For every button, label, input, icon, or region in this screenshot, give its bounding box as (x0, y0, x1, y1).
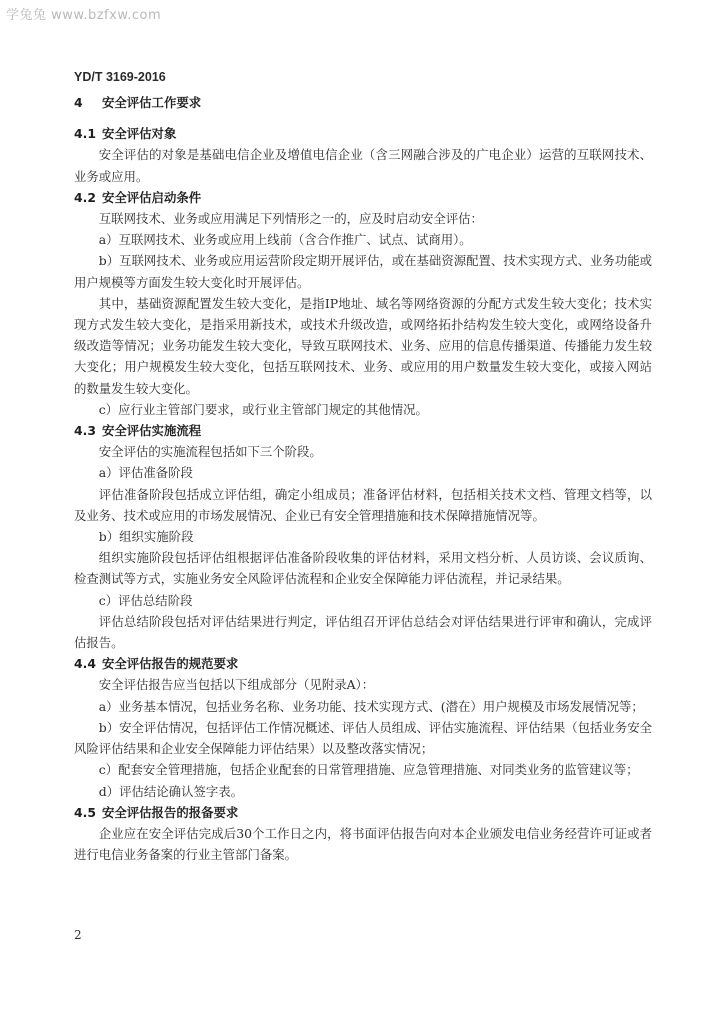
section-heading-4-2 (74, 187, 652, 208)
paragraph: 组织实施阶段包括评估组根据评估准备阶段收集的评估材料，采用文档分析、人员访谈、会议质询、检查测试等方式，实施业务安全风险评估流程和企业安全保障能力评估流程，并记录结果。 (74, 550, 652, 587)
section-heading-4 (74, 92, 652, 113)
list-item: a）评估准备阶段 (98, 465, 193, 481)
list-item: a）互联网技术、业务或应用上线前（含合作推广、试点、试商用）。 (98, 232, 472, 248)
paragraph: 评估总结阶段包括对评估结果进行判定，评估组召开评估总结会对评估结果进行评审和确认，完成评估报告。 (74, 613, 652, 651)
paragraph: 安全评估的对象是基础电信企业及增值电信企业（含三网融合涉及的广电企业）运营的互联网技术、业务或应用。 (74, 147, 652, 184)
section-number: 4.1 (74, 126, 96, 142)
section-title: 安全评估启动条件 (102, 189, 202, 205)
section-number: 4 (74, 95, 83, 110)
paragraph: 其中，基础资源配置发生较大变化，是指IP地址、域名等网络资源的分配方式发生较大变化；技术实现方式发生较大变化，是指采用新技术，或技术升级改造，或网络拓扑结构发生较大变化，或网络设备升级改造等情况；业务功能发生较大变化，导致互联网技术、业务、应用的信息传播渠道、传播能力发生较大变化；用户规模发生较大变化，包括互联网技术、业务、或应用的用户数量发生较大变化，或接入网站的数量发生较大变化。 (74, 295, 652, 396)
paragraph: 评估准备阶段包括成立评估组，确定小组成员；准备评估材料，包括相关技术文档、管理文档等，以及业务、技术或应用的市场发展情况、企业已有安全管理措施和技术保障措施情况等。 (74, 486, 652, 523)
section-heading-4-5 (74, 802, 652, 823)
list-item: a）业务基本情况，包括业务名称、业务功能、技术实现方式、(潜在）用户规模及市场发展情况等； (98, 698, 644, 714)
paragraph: 安全评估的实施流程包括如下三个阶段。 (98, 444, 322, 460)
section-heading-4-3 (74, 420, 652, 441)
section-title: 安全评估工作要求 (102, 95, 202, 110)
document-body (74, 92, 652, 865)
paragraph: 互联网技术、业务或应用满足下列情形之一的，应及时启动安全评估： (98, 211, 483, 227)
page-number: 2 (74, 928, 82, 942)
paragraph: 企业应在安全评估完成后30个工作日之内，将书面评估报告向对本企业颁发电信业务经营许可证或者进行电信业务备案的行业主管部门备案。 (74, 825, 652, 863)
section-number: 4.2 (74, 189, 96, 205)
section-number: 4.5 (74, 804, 96, 820)
section-number: 4.4 (74, 656, 96, 672)
list-item: d）评估结论确认签字表。 (98, 783, 244, 799)
list-item: b）安全评估情况，包括评估工作情况概述、评估人员组成、评估实施流程、评估结果（包括业务安全风险评估结果和企业安全保障能力评估结果）以及整改落实情况； (74, 719, 652, 757)
watermark: 学兔兔 www.bzfxw.com (6, 8, 162, 23)
paragraph: 安全评估报告应当包括以下组成部分（见附录A）： (98, 677, 375, 693)
list-item: c）评估总结阶段 (98, 592, 193, 608)
section-title: 安全评估报告的规范要求 (102, 656, 239, 672)
list-item: b）组织实施阶段 (98, 529, 194, 545)
section-number: 4.3 (74, 423, 96, 439)
list-item: c）配套安全管理措施，包括企业配套的日常管理措施、应急管理措施、对同类业务的监管建议等； (98, 762, 639, 778)
list-item: b）互联网技术、业务或应用运营阶段定期开展评估，或在基础资源配置、技术实现方式、业务功能或用户规模等方面发生较大变化时开展评估。 (74, 253, 652, 290)
list-item: c）应行业主管部门要求，或行业主管部门规定的其他情况。 (98, 401, 428, 417)
section-title: 安全评估实施流程 (102, 423, 202, 439)
section-title: 安全评估报告的报备要求 (102, 804, 239, 820)
section-heading-4-1 (74, 123, 652, 144)
standard-code: YD/T 3169-2016 (74, 70, 166, 84)
section-title: 安全评估对象 (102, 126, 177, 142)
section-heading-4-4 (74, 653, 652, 674)
